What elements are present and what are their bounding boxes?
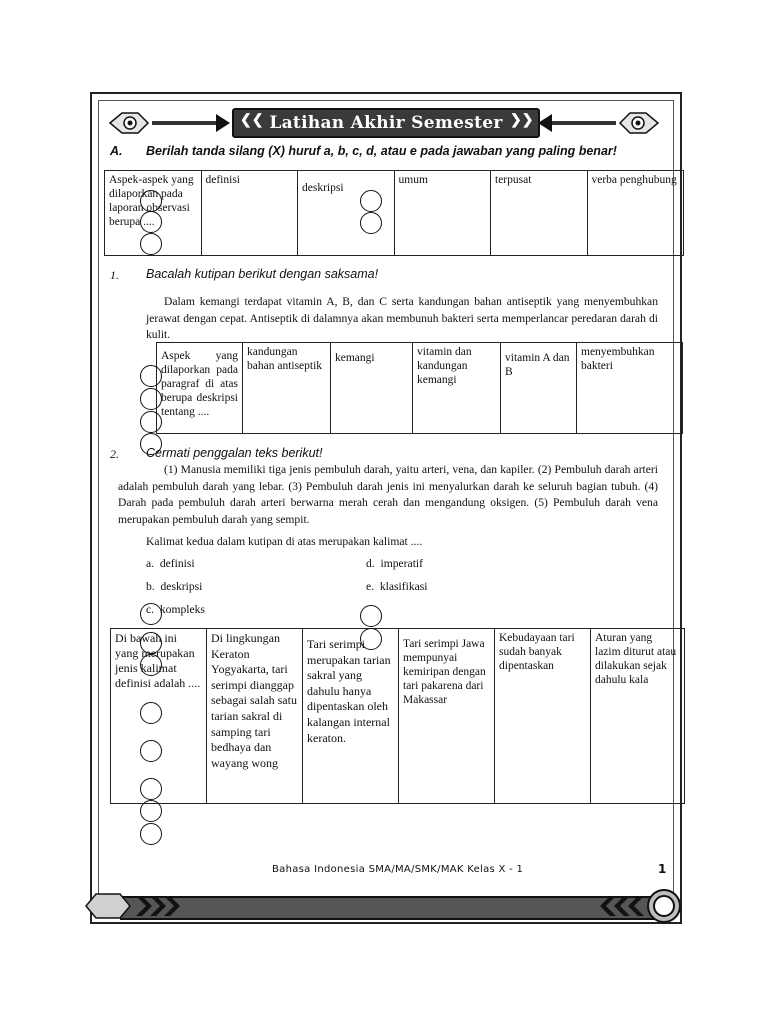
option-letter: d. [366, 557, 375, 570]
table0-cell-option[interactable]: umum [394, 171, 491, 256]
footer-left-ornament [84, 890, 184, 922]
table0-cell-option[interactable]: definisi [201, 171, 298, 256]
section-instruction [110, 144, 670, 158]
table3-cell-option[interactable]: Kebudayaan tari sudah banyak dipentaskan [495, 629, 591, 804]
option-text: deskripsi [160, 580, 203, 593]
table3-cell-option[interactable]: Di lingkungan Keraton Yogyakarta, tari serimpi dianggap sebagai salah satu tarian sakral di samping tari bedhaya dan wayang wong [207, 629, 303, 804]
section-instruction-text: Berilah tanda silang (X) huruf a, b, c, d, atau e pada jawaban yang paling benar! [146, 144, 617, 158]
option-b[interactable] [146, 579, 202, 596]
option-letter: b. [146, 580, 155, 593]
table1-cell-option[interactable]: vitamin dan kandungan kemangi [413, 343, 501, 434]
question-1-heading: Bacalah kutipan berikut dengan saksama! [146, 267, 379, 281]
option-a[interactable] [146, 556, 195, 573]
page-title: Latihan Akhir Semester [232, 108, 540, 138]
question-1-passage: Dalam kemangi terdapat vitamin A, B, dan C serta kandungan bahan antiseptik yang menyembuhkan jerawat dengan cepat. Antiseptik di dalamnya akan membunuh bakteri serta memperlancar peredaran darah di kulit. [146, 295, 658, 341]
answer-circle[interactable] [140, 800, 162, 822]
answer-circle[interactable] [140, 823, 162, 845]
table1-cell-option[interactable]: kandungan bahan antiseptik [243, 343, 331, 434]
options-table-0 [104, 170, 684, 256]
option-text: kompleks [159, 603, 205, 616]
question-1-number: 1. [110, 268, 119, 282]
page-number: 1 [658, 862, 667, 876]
table1-cell-option[interactable]: menyembuhkan bakteri [577, 343, 683, 434]
question-2-heading: Cermati penggalan teks berikut! [146, 446, 323, 460]
answer-circle[interactable] [140, 233, 162, 255]
header-right-ornament [536, 110, 660, 136]
answer-circle[interactable] [140, 654, 162, 676]
table3-cell-option[interactable]: Aturan yang lazim diturut atau dilakukan sejak dahulu kala [591, 629, 685, 804]
answer-circle[interactable] [140, 411, 162, 433]
table0-cell-option[interactable]: deskripsi [298, 171, 395, 256]
answer-circle[interactable] [140, 702, 162, 724]
footer-bar [120, 896, 660, 920]
table0-cell-question: Aspek-aspek yang dilaporkan pada laporan observasi berupa .... [105, 171, 202, 256]
question-2-prompt: Kalimat kedua dalam kutipan di atas merupakan kalimat .... [146, 535, 423, 548]
answer-circle[interactable] [140, 190, 162, 212]
section-letter: A. [110, 144, 123, 158]
options-table-3 [110, 628, 685, 804]
table3-cell-option[interactable]: Tari serimpi merupakan tarian sakral yang dahulu hanya dipentaskan oleh kalangan internal keraton. [303, 629, 399, 804]
option-letter: a. [146, 557, 155, 570]
answer-circle[interactable] [140, 433, 162, 455]
answer-circle[interactable] [360, 628, 382, 650]
question-2-number: 2. [110, 447, 119, 461]
table3-cell-option[interactable]: Tari serimpi Jawa mempunyai kemiripan dengan tari pakarena dari Makassar [399, 629, 495, 804]
option-d[interactable] [366, 556, 423, 573]
table1-cell-option[interactable]: kemangi [331, 343, 413, 434]
answer-circle[interactable] [140, 778, 162, 800]
answer-circle[interactable] [360, 605, 382, 627]
answer-circle[interactable] [140, 740, 162, 762]
table1-cell-question: Aspek yang dilaporkan pada paragraf di atas berupa deskripsi tentang .... [157, 343, 243, 434]
answer-circle[interactable] [140, 211, 162, 233]
banner-left-arrows-icon: ❮❮ [240, 113, 264, 128]
banner-right-arrows-icon: ❯❯ [510, 113, 534, 128]
table0-cell-option[interactable]: terpusat [491, 171, 588, 256]
footer-right-ornament [600, 886, 684, 926]
option-letter: c. [146, 603, 155, 616]
table0-cell-option[interactable]: verba penghubung [587, 171, 684, 256]
header-left-ornament [108, 110, 232, 136]
option-e[interactable] [366, 579, 428, 596]
table3-cell-question: Di bawah ini yang merupakan jenis kalimat definisi adalah .... [111, 629, 207, 804]
option-text: definisi [159, 557, 195, 570]
option-text: imperatif [380, 557, 423, 570]
option-text: klasifikasi [379, 580, 428, 593]
question-2-passage: (1) Manusia memiliki tiga jenis pembuluh darah, yaitu arteri, vena, dan kapiler. (2) Pembuluh darah arteri adalah pembuluh darah yang lebar. (3) Pembuluh darah jenis ini menyalurkan darah ke seluruh bagian tubuh. (4) Darah pada pembuluh darah arteri berwarna merah cerah dan mengandung oksigen. (5) Pembuluh darah vena merupakan pembuluh darah yang sempit. [118, 463, 658, 526]
answer-circle[interactable] [360, 212, 382, 234]
option-letter: e. [366, 580, 375, 593]
answer-circle[interactable] [140, 632, 162, 654]
answer-circle[interactable] [140, 603, 162, 625]
table1-cell-option[interactable]: vitamin A dan B [501, 343, 577, 434]
options-table-1 [156, 342, 683, 434]
answer-circle[interactable] [360, 190, 382, 212]
footer-book-title: Bahasa Indonesia SMA/MA/SMK/MAK Kelas X - 1 [272, 864, 524, 875]
answer-circle[interactable] [140, 365, 162, 387]
answer-circle[interactable] [140, 388, 162, 410]
